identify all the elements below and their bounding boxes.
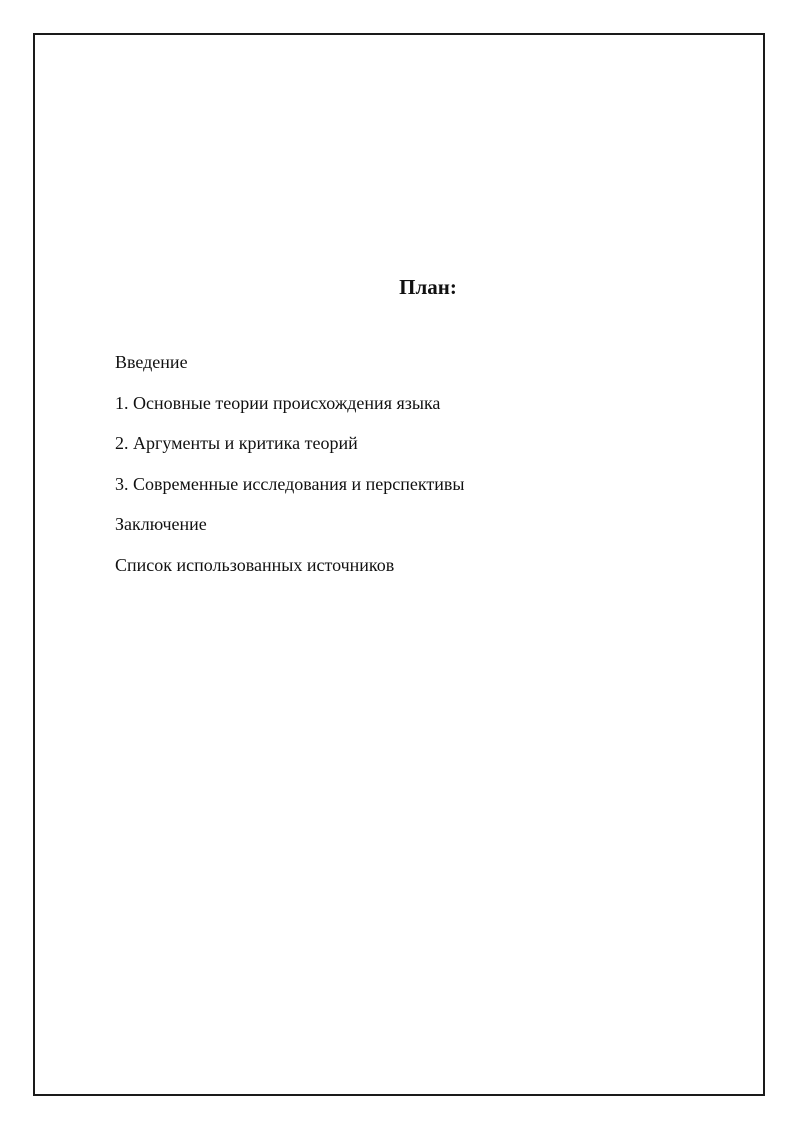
page-title: План: [399, 275, 457, 299]
table-of-contents [115, 350, 465, 593]
toc-item-section-1: 1. Основные теории происхождения языка [115, 392, 441, 413]
toc-item-section-3: 3. Современные исследования и перспективы [115, 473, 465, 494]
toc-item-conclusion: Заключение [115, 514, 207, 534]
toc-item-introduction: Введение [115, 352, 188, 372]
toc-item-references: Список использованных источников [115, 554, 395, 575]
toc-item-section-2: 2. Аргументы и критика теорий [115, 433, 358, 453]
